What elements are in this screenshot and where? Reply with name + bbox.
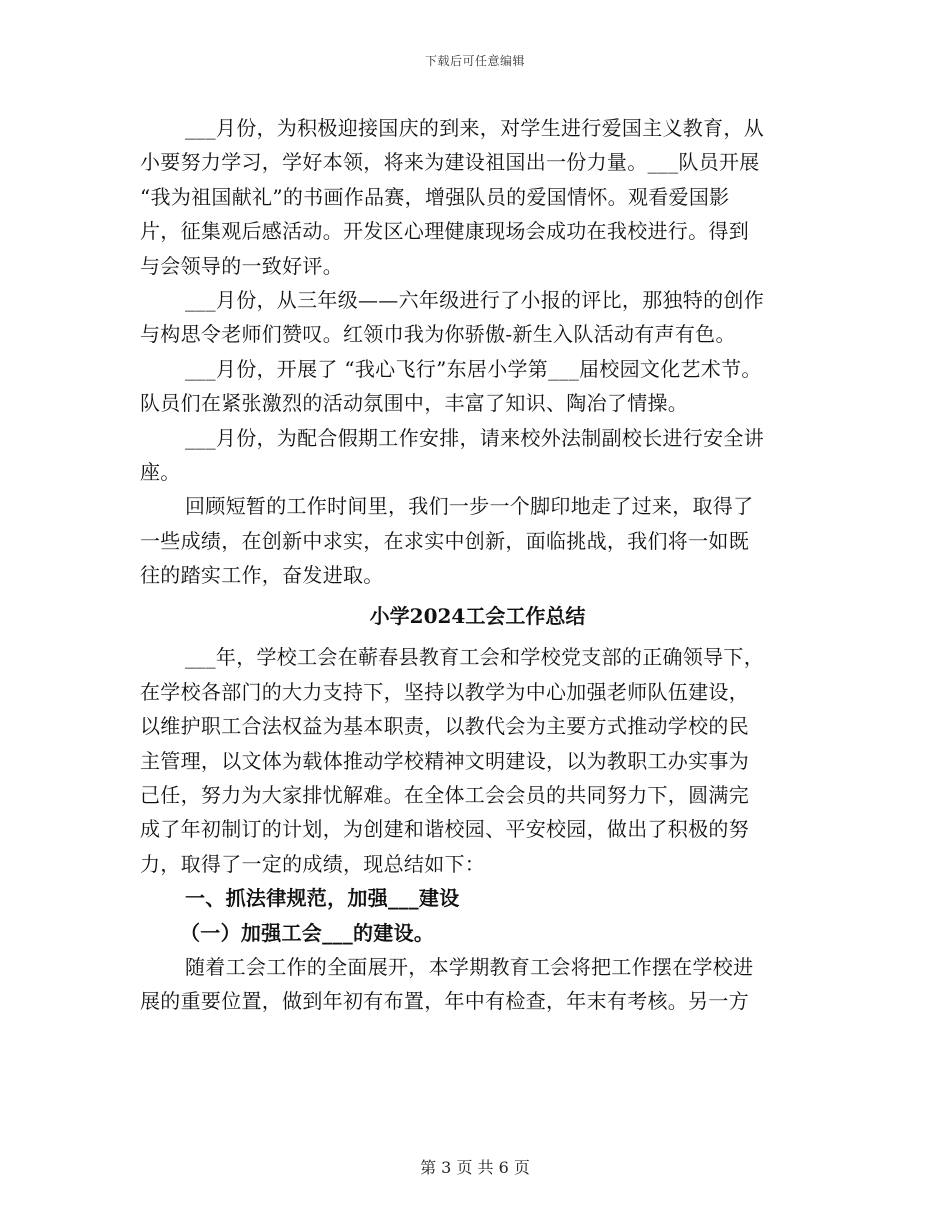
paragraph-line: 回顾短暂的工作时间里，我们一步一个脚印地走了过来，取得了	[185, 494, 754, 519]
paragraph-line: 主管理，以文体为载体推动学校精神文明建设，以为教职工办实事为	[140, 748, 749, 773]
page-header: 下载后可任意编辑	[424, 54, 525, 68]
paragraph-line: ___月份，从三年级——六年级进行了小报的评比，那独特的创作	[185, 287, 764, 312]
paragraph-line: 一些成绩，在创新中求实，在求实中创新，面临挑战，我们将一如既	[140, 528, 749, 553]
paragraph-line: 与会领导的一致好评。	[140, 253, 343, 278]
paragraph-line: ___月份，为配合假期工作安排，请来校外法制副校长进行安全讲	[185, 425, 764, 450]
paragraph-line: 力，取得了一定的成绩，现总结如下：	[140, 851, 486, 876]
heading-level-1: 一、抓法律规范，加强___建设	[185, 886, 460, 911]
paragraph-line: 以维护职工合法权益为基本职责，以教代会为主要方式推动学校的民	[140, 714, 749, 739]
paragraph-line: 成了年初制订的计划，为创建和谐校园、平安校园，做出了积极的努	[140, 817, 749, 842]
paragraph-line: 往的踏实工作，奋发进取。	[140, 563, 384, 588]
paragraph-line: 随着工会工作的全面展开，本学期教育工会将把工作摆在学校进	[185, 954, 754, 979]
paragraph-line: ___年，学校工会在蕲春县教育工会和学校党支部的正确领导下，	[185, 645, 764, 670]
paragraph-line: 在学校各部门的大力支持下，坚持以教学为中心加强老师队伍建设，	[140, 679, 749, 704]
section-title: 小学2024工会工作总结	[369, 604, 586, 629]
paragraph-line: ___月份，为积极迎接国庆的到来，对学生进行爱国主义教育，从	[185, 116, 764, 140]
paragraph-line: ___月份，开展了 “我心飞行”东居小学第___届校园文化艺术节。	[185, 356, 762, 381]
heading-level-2: （一）加强工会___的建设。	[180, 920, 435, 945]
paragraph-line: 与构思令老师们赞叹。红领巾我为你骄傲-新生入队活动有声有色。	[140, 322, 736, 347]
page-footer: 第 3 页 共 6 页	[420, 1158, 530, 1177]
paragraph-line: 小要努力学习，学好本领，将来为建设祖国出一份力量。___队员开展	[140, 150, 760, 175]
paragraph-line: 己任，努力为大家排忧解难。在全体工会会员的共同努力下，圆满完	[140, 783, 749, 808]
paragraph-line: 片，征集观后感活动。开发区心理健康现场会成功在我校进行。得到	[140, 219, 749, 244]
paragraph-line: “我为祖国献礼”的书画作品赛，增强队员的爱国情怀。观看爱国影	[140, 184, 730, 209]
paragraph-line: 展的重要位置，做到年初有布置，年中有检查，年末有考核。另一方	[140, 989, 749, 1014]
paragraph-line: 队员们在紧张激烈的活动氛围中，丰富了知识、陶冶了情操。	[140, 391, 689, 416]
paragraph-line: 座。	[140, 459, 181, 484]
document-body	[140, 111, 815, 1019]
